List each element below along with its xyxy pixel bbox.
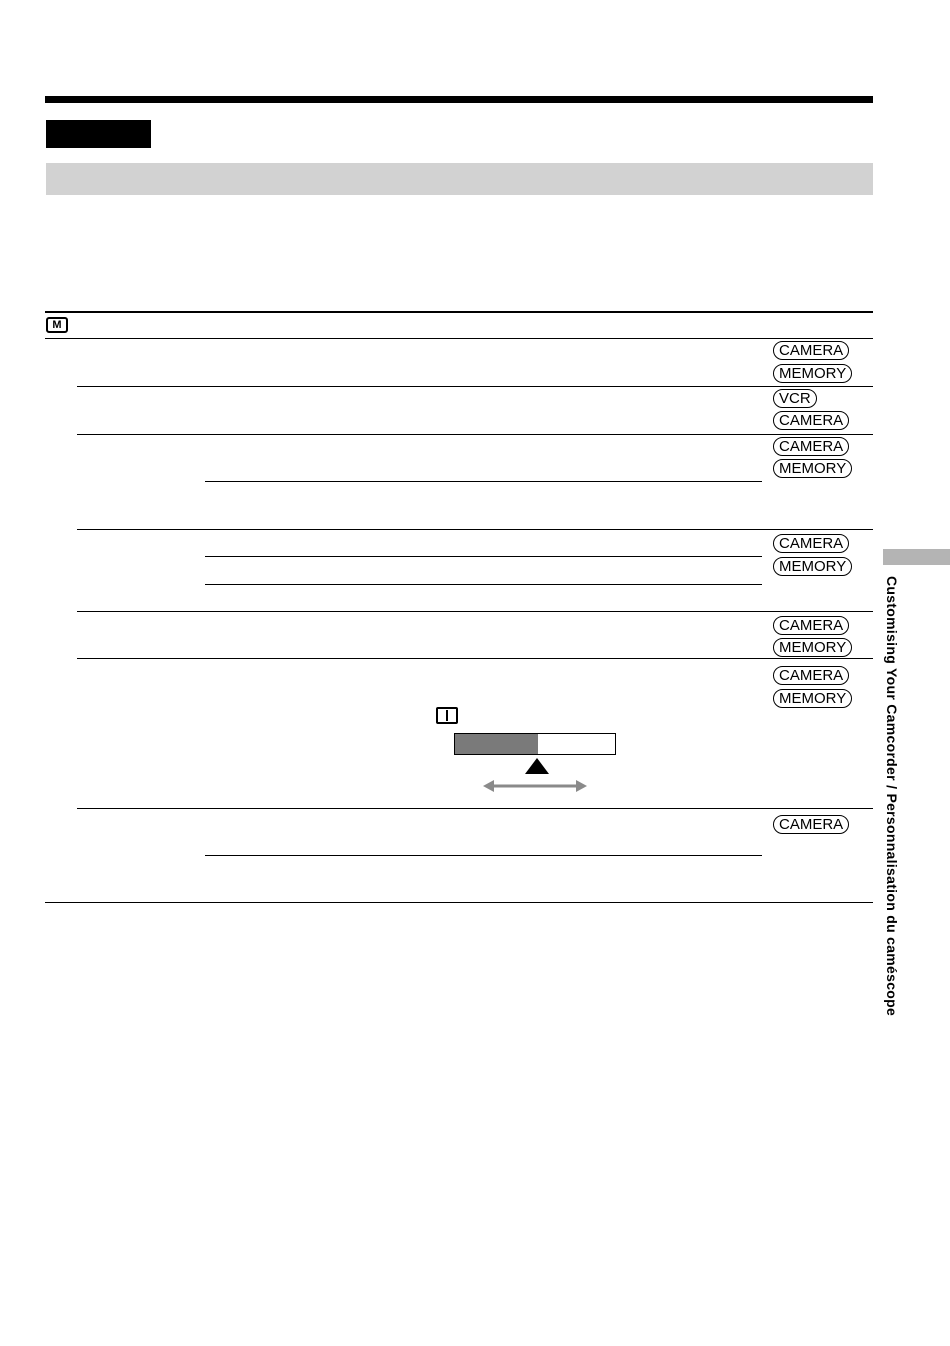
camera-badge: CAMERA — [773, 616, 849, 635]
row-divider — [77, 808, 873, 809]
sub-row-divider — [205, 584, 762, 585]
table-top-rule — [45, 311, 873, 313]
slider-indicator — [480, 758, 590, 794]
language-tab — [46, 120, 151, 148]
pointer-triangle-icon — [525, 758, 549, 774]
top-rule — [45, 96, 873, 103]
adjustment-icon — [436, 707, 458, 724]
memory-badge: MEMORY — [773, 557, 852, 576]
level-bar — [454, 733, 616, 755]
arrow-left-icon — [483, 780, 494, 792]
chapter-index-tab — [883, 549, 950, 565]
camera-badge: CAMERA — [773, 411, 849, 430]
camera-badge: CAMERA — [773, 437, 849, 456]
memory-badge: MEMORY — [773, 638, 852, 657]
row-divider — [77, 529, 873, 530]
camera-badge: CAMERA — [773, 341, 849, 360]
section-title-band — [46, 163, 873, 195]
row-divider — [77, 386, 873, 387]
camera-badge: CAMERA — [773, 815, 849, 834]
level-bar-fill — [455, 734, 538, 754]
row-divider — [77, 434, 873, 435]
chapter-title-vertical: Customising Your Camcorder / Personnalisation du caméscope — [884, 576, 900, 1017]
table-header-rule — [45, 338, 873, 339]
manual-menu-icon: M — [46, 317, 68, 333]
arrow-right-icon — [576, 780, 587, 792]
memory-badge: MEMORY — [773, 689, 852, 708]
sub-row-divider — [205, 556, 762, 557]
row-divider — [77, 658, 873, 659]
table-bottom-rule — [45, 902, 873, 903]
vcr-badge: VCR — [773, 389, 817, 408]
row-divider — [77, 611, 873, 612]
sub-row-divider — [205, 855, 762, 856]
camera-badge: CAMERA — [773, 534, 849, 553]
camera-badge: CAMERA — [773, 666, 849, 685]
sub-row-divider — [205, 481, 762, 482]
memory-badge: MEMORY — [773, 364, 852, 383]
memory-badge: MEMORY — [773, 459, 852, 478]
